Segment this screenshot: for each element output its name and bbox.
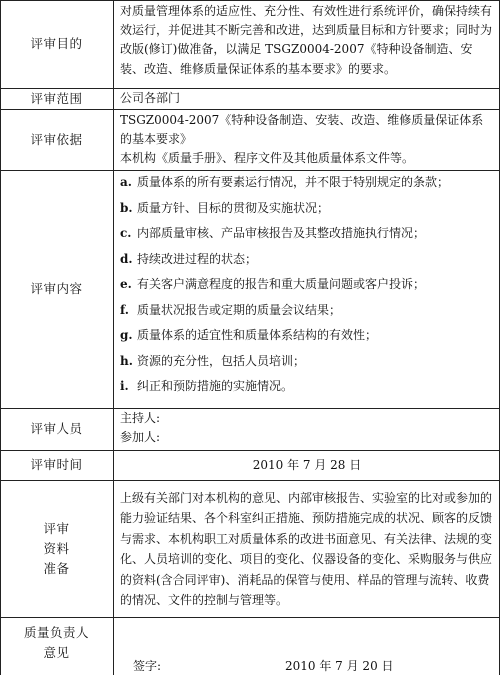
signature-label: 签字: [133,659,162,673]
scope-label: 评审范围 [30,90,83,106]
basis-text [113,109,500,170]
row-basis [0,109,500,170]
host-field: 主持人: [120,411,161,425]
prep-text: 上级有关部门对本机构的意见、内部审核报告、实验室的比对或参加的能力验证结果、各个科室纠正措施、预防措施完成的状况、顾客的反馈与需求、本机构职工对质量体系的改进书面意见、有关法律、法规的变化、人员培训的变化、项目的变化、仪器设备的变化、采购服务与供应的资料(含合同评审)、消耗品的保管与使用、样品的管理与流转、收费的情况、文件的控制与管理等。 [120,491,493,608]
basis-line-2: 本机构《质量手册》、程序文件及其他质量体系文件等。 [120,151,415,166]
row-time [0,450,500,480]
row-divider [0,170,500,171]
row-divider [0,109,500,110]
time-value: 2010 年 7 月 28 日 [252,458,362,472]
row-purpose [0,0,500,88]
list-item: i. 纠正和预防措施的实施情况。 [120,379,294,394]
content-label: 评审内容 [30,281,83,296]
list-item: a. 质量体系的所有要素运行情况，并不限于特别规定的条款； [120,175,450,190]
list-item: f. 质量状况报告或定期的质量会议结果； [120,302,342,317]
prep-label: 评审 资料 准备 [43,520,70,576]
purpose-label: 评审目的 [30,36,83,51]
basis-line-1: TSGZ0004-2007《特种设备制造、安装、改造、维修质量保证体系的基本要求》 [120,113,484,147]
row-divider [0,450,500,451]
participants-field: 参加人: [120,430,161,444]
basis-label: 评审依据 [30,131,83,147]
row-content [0,170,500,408]
row-divider [0,0,500,1]
row-divider [0,480,500,481]
opinion-area [113,617,500,675]
opinion-label: 质量负责人 意见 [23,625,89,660]
time-label: 评审时间 [30,457,83,472]
table-border-left [0,0,1,675]
list-item: h. 资源的充分性，包括人员培训； [120,353,306,368]
row-prep [0,480,500,617]
scope-text: 公司各部门 [120,91,181,105]
list-item: g. 质量体系的适宜性和质量体系结构的有效性； [120,328,378,343]
row-divider [0,617,500,618]
personnel-label: 评审人员 [30,421,83,436]
row-personnel [0,408,500,450]
signature-date: 2010 年 7 月 20 日 [285,659,394,673]
list-item: e. 有关客户满意程度的报告和重大质量问题或客户投诉； [120,277,426,292]
row-divider [0,88,500,89]
row-divider [0,408,500,409]
personnel-fields [113,408,500,450]
content-list [113,170,500,408]
list-item: b. 质量方针、目标的贯彻及实施状况； [120,200,330,215]
list-item: d. 持续改进过程的状态； [120,251,258,266]
purpose-text: 对质量管理体系的适应性、充分性、有效性进行系统评价，确保持续有效运行，并促进其不断完善和改进，达到质量目标和方针要求；同时为改版(修订)做准备，以满足 TSGZ0004-2007《特种设备制造、安装、改造、维修质量保证体系的基本要求》的要求。 [120,4,493,76]
list-item: c. 内部质量审核、产品审核报告及其整改措施执行情况； [120,226,426,241]
row-scope [0,88,500,109]
column-divider [113,0,114,675]
row-opinion [0,617,500,675]
